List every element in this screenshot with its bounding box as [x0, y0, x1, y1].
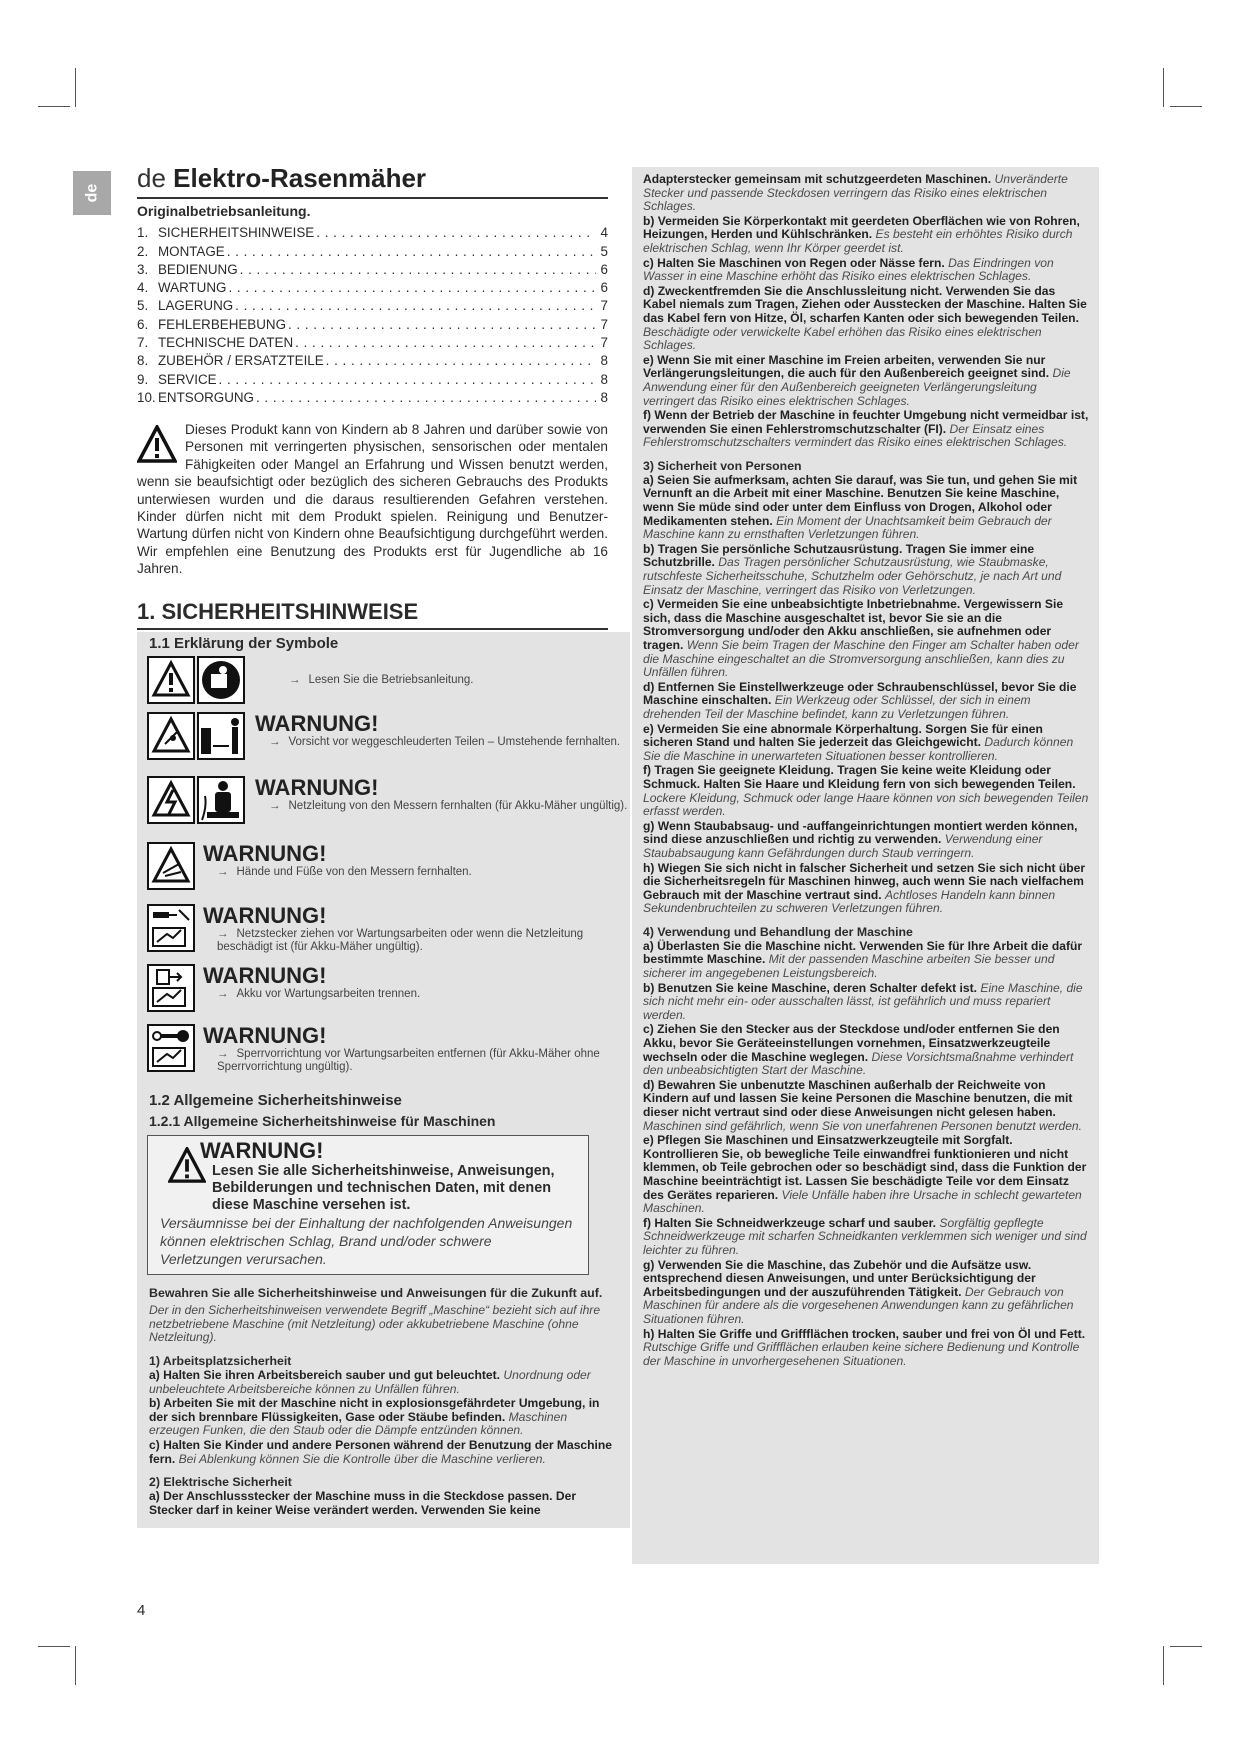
toc-number: 6.: [137, 316, 149, 332]
item-explanation: Es besteht ein erhöhtes Risiko durch elektrischen Schlag, wenn Ihr Körper geerdet ist.: [643, 227, 1073, 255]
toc-number: 2.: [137, 243, 149, 259]
safety-item: [643, 982, 1089, 1023]
toc-number: 9.: [137, 371, 149, 387]
toc-leader: [235, 298, 596, 313]
toc-label: MONTAGE: [158, 243, 225, 259]
item-rule: c) Halten Sie Maschinen von Regen oder Nässe fern.: [643, 255, 945, 270]
item-rule: a) Der Anschlussstecker der Maschine muss in die Steckdose passen. Der Stecker darf in keiner Weise verändert werden. Verwenden Sie keine: [149, 1489, 577, 1517]
toc-page: 8: [600, 371, 608, 387]
safety-item: [643, 543, 1089, 597]
toc-leader: [295, 335, 596, 350]
toc-label: ZUBEHÖR / ERSATZTEILE: [158, 353, 324, 369]
safety-item: [643, 681, 1089, 722]
safety-item: [643, 215, 1089, 256]
item-explanation: Unveränderte Stecker und passende Steckdosen verringern das Risiko eines elektrischen Schlages.: [643, 172, 1068, 214]
item-rule: c) Ziehen Sie den Stecker aus der Steckdose und/oder entfernen Sie den Akku, bevor Sie Geräteeinstellungen vornehmen, Einsatzwerkzeugteile wechseln oder die Maschine weglegen.: [643, 1022, 1060, 1064]
warning-label: WARNUNG!: [255, 774, 379, 800]
toc-leader: [288, 317, 596, 332]
safety-item: [149, 1439, 618, 1466]
toc-page: 7: [600, 298, 608, 314]
safety-item: [643, 1328, 1089, 1369]
item-explanation: Lockere Kleidung, Schmuck oder lange Haare können von sich bewegenden Teilen erfasst werden.: [643, 790, 1089, 819]
toc-label: FEHLERBEHEBUNG: [158, 316, 286, 332]
crop-mark: [38, 1646, 70, 1647]
arrow-icon: →: [217, 1047, 229, 1060]
toc-leader: [219, 372, 596, 387]
safety-item: [643, 285, 1089, 353]
item-explanation: Das Tragen persönlicher Schutzausrüstung, wie Staubmaske, rutschfeste Sicherheitsschuhe, Schutzhelm oder Gehörschutz, je nach Art und Einsatz der Maschine, verringert das Risiko von Verletzungen.: [643, 555, 1062, 597]
toc-number: 4.: [137, 280, 149, 296]
item-rule: g) Wenn Staubabsaug- und -auffangeinrichtungen montiert werden können, sind diese anzuschließen und richtig zu verwenden.: [643, 818, 1078, 847]
warning-label: WARNUNG!: [203, 902, 327, 928]
toc-entry: [137, 259, 608, 277]
warning-box: [147, 1135, 589, 1275]
subtitle: Originalbetriebsanleitung.: [137, 203, 311, 219]
toc-entry: [137, 295, 608, 313]
warning-triangle-icon: [168, 1147, 206, 1183]
item-rule: b) Vermeiden Sie Körperkontakt mit geerdeten Oberflächen wie von Rohren, Heizungen, Herden und Kühlschränken.: [643, 213, 1080, 242]
item-rule: h) Halten Sie Griffe und Griffflächen trocken, sauber und frei von Öl und Fett.: [643, 1326, 1086, 1341]
section-heading: 3) Sicherheit von Personen: [643, 458, 802, 473]
section-heading: 2) Elektrische Sicherheit: [149, 1475, 292, 1490]
item-explanation: Mit der passenden Maschine arbeiten Sie besser und sicherer im angegebenen Leistungsbereich.: [643, 952, 1055, 981]
item-rule: b) Benutzen Sie keine Maschine, deren Schalter defekt ist.: [643, 980, 978, 995]
toc-number: 10.: [137, 389, 156, 405]
safety-item: [643, 723, 1089, 764]
safety-item: [643, 862, 1089, 916]
crop-mark: [1170, 106, 1202, 107]
toc-page: 8: [600, 353, 608, 369]
safety-item: [643, 940, 1089, 981]
toc-entry: [137, 277, 608, 295]
item-explanation: Maschinen erzeugen Funken, die den Staub oder die Dämpfe entzünden können.: [149, 1409, 568, 1438]
arrow-icon: →: [217, 927, 229, 940]
toc-number: 5.: [137, 298, 149, 314]
toc-label: ENTSORGUNG: [158, 389, 254, 405]
safety-item: [643, 1217, 1089, 1258]
symbol-row: [137, 656, 630, 712]
subsection-heading: 1.1 Erklärung der Symbole: [149, 634, 339, 652]
toc-page: 4: [600, 225, 608, 241]
page-title: de Elektro-Rasenmäher: [137, 163, 608, 199]
toc-entry: [137, 313, 608, 331]
warning-text: Lesen Sie alle Sicherheitshinweise, Anweisungen, Bebilderungen und technischen Daten, mit denen diese Maschine versehen ist.: [212, 1162, 555, 1213]
item-rule: e) Pflegen Sie Maschinen und Einsatzwerkzeugteile mit Sorgfalt. Kontrollieren Sie, ob bewegliche Teile einwandfrei funktionieren und nicht klemmen, ob Teile gebrochen oder so beschädigt sind, dass die Funktion der Maschine beeinträchtigt ist. Lassen Sie beschädigte Teile vor dem Einsatz des Gerätes reparieren.: [643, 1133, 1087, 1202]
table-of-contents: [137, 222, 608, 405]
item-explanation: Sorgfältig gepflegte Schneidwerkzeuge mit scharfen Schneidkanten verklemmen sich weniger und sind leichter zu führen.: [643, 1215, 1087, 1257]
safety-item: [643, 173, 1089, 214]
arrow-icon: →: [269, 735, 281, 748]
item-rule: e) Vermeiden Sie eine abnormale Körperhaltung. Sorgen Sie für einen sicheren Stand und halten Sie jederzeit das Gleichgewicht.: [643, 721, 1043, 750]
item-rule: a) Überlasten Sie die Maschine nicht. Verwenden Sie für Ihre Arbeit die dafür bestimmte Maschine.: [643, 938, 1083, 967]
children-notice: Dieses Produkt kann von Kindern ab 8 Jahren und darüber sowie von Personen mit verringerten physischen, sensorischen oder mentalen Fähigkeiten oder Mangel an Erfahrung und Wissen benutzt werden, wenn sie beaufsichtigt oder bezüglich des sicheren Gebrauchs des Produkts unterwiesen wurden und die daraus resultierenden Gefahren verstehen. Kinder dürfen nicht mit dem Produkt spielen. Reinigung und Benutzer-Wartung dürfen nicht von Kindern ohne Beaufsichtigung durchgeführt werden. Wir empfehlen eine Benutzung des Produkts erst für Jugendliche ab 16 Jahren.: [137, 421, 608, 577]
toc-entry: [137, 368, 608, 386]
warning-label: WARNUNG!: [255, 710, 379, 736]
toc-label: SICHERHEITSHINWEISE: [158, 225, 315, 241]
item-explanation: Verwendung einer Staubabsaugung kann Gefährdungen durch Staub verringern.: [643, 832, 1043, 860]
item-rule: b) Tragen Sie persönliche Schutzausrüstung. Tragen Sie immer eine Schutzbrille.: [643, 541, 1035, 570]
item-explanation: Beschädigte oder verwickelte Kabel erhöhen das Risiko eines elektrischen Schlages.: [643, 324, 1042, 353]
toc-entry: [137, 332, 608, 350]
crop-mark: [1163, 68, 1164, 107]
toc-page: 7: [600, 316, 608, 332]
toc-label: WARTUNG: [158, 280, 227, 296]
item-explanation: Rutschige Griffe und Griffflächen erlauben keine sichere Bedienung und Kontrolle der Maschine in unvorhergesehenen Situationen.: [643, 1340, 1080, 1368]
safety-item: [643, 598, 1089, 680]
section-heading: 1) Arbeitsplatzsicherheit: [149, 1354, 292, 1368]
safety-item: [643, 820, 1089, 861]
item-explanation: Dadurch können Sie die Maschine in unerwarteten Situationen besser kontrollieren.: [643, 735, 1074, 763]
item-rule: b) Arbeiten Sie mit der Maschine nicht in explosionsgefährdeter Umgebung, in der sich brennbare Flüssigkeiten, Gase oder Stäube befinden.: [149, 1396, 600, 1424]
safety-item: [643, 354, 1089, 408]
keep-instructions: Bewahren Sie alle Sicherheitshinweise und Anweisungen für die Zukunft auf.: [149, 1285, 603, 1300]
item-rule: Adapterstecker gemeinsam mit schutzgeerdeten Maschinen.: [643, 172, 992, 186]
crop-mark: [38, 106, 70, 107]
symbol-text: → Vorsicht vor weggeschleuderten Teilen – Umstehende fernhalten.: [269, 735, 621, 748]
warning-label: WARNUNG!: [203, 1022, 327, 1048]
toc-label: TECHNISCHE DATEN: [158, 335, 294, 351]
toc-page: 5: [600, 243, 608, 259]
item-explanation: Die Anwendung einer für den Außenbereich geeigneten Verlängerungsleitung verringert das Risiko eines elektrischen Schlages.: [643, 366, 1071, 408]
item-explanation: Eine Maschine, die sich nicht mehr ein- oder ausschalten lässt, ist gefährlich und muss repariert werden.: [643, 980, 1083, 1022]
item-explanation: Ein Werkzeug oder Schlüssel, der sich in einem drehenden Teil der Maschine befindet, kann zu Verletzungen führen.: [643, 693, 1031, 721]
toc-entry: [137, 240, 608, 258]
safety-item: [149, 1369, 618, 1396]
safety-item: [643, 1259, 1089, 1327]
toc-leader: [227, 244, 596, 259]
item-rule: c) Vermeiden Sie eine unbeabsichtigte Inbetriebnahme. Vergewissern Sie sich, dass die Maschine ausgeschaltet ist, bevor Sie sie an die Stromversorgung und/oder den Akku anschließen, sie aufnehmen oder tragen.: [643, 597, 1064, 652]
crop-mark: [75, 1646, 76, 1685]
left-column: [137, 163, 628, 1528]
symbol-row: [137, 776, 630, 842]
toc-page: 6: [600, 280, 608, 296]
item-explanation: Der Einsatz eines Fehlerstromschutzschalters vermindert das Risiko eines elektrischen Schlages.: [643, 421, 1068, 450]
page-number: 4: [137, 1602, 146, 1619]
item-rule: f) Wenn der Betrieb der Maschine in feuchter Umgebung nicht vermeidbar ist, verwenden Sie einen Fehlerstromschutzschalter (FI).: [643, 408, 1089, 436]
item-rule: h) Wiegen Sie sich nicht in falscher Sicherheit und setzen Sie sich nicht über die Sicherheitsregeln für Maschinen hinweg, auch wenn Sie nach vielfachem Gebrauch mit der Maschine vertraut sind.: [643, 860, 1086, 902]
safety-item: [643, 474, 1089, 542]
toc-number: 8.: [137, 353, 149, 369]
item-explanation: Maschinen sind gefährlich, wenn Sie von unerfahrenen Personen benutzt werden.: [643, 1118, 1083, 1133]
hands-feet-blades-icon: [147, 842, 195, 890]
unplug-icon: [147, 904, 195, 952]
symbol-row: [137, 712, 630, 776]
language-tab: de: [73, 171, 111, 215]
item-explanation: Bei Ablenkung können Sie die Kontrolle über die Maschine verlieren.: [178, 1451, 546, 1466]
item-rule: g) Verwenden Sie die Maschine, das Zubehör und die Aufsätze usw. entsprechend diesen Anweisungen, und unter Berücksichtigung der Arbeitsbedingungen und der auszuführenden Tätigkeit.: [643, 1257, 1036, 1299]
warning-triangle-icon: [137, 425, 177, 463]
safety-item: [149, 1490, 618, 1517]
toc-leader: [326, 353, 596, 368]
toc-page: 8: [600, 389, 608, 405]
read-manual-icon: [147, 656, 247, 704]
toc-entry: [137, 222, 608, 240]
crop-mark: [1163, 1646, 1164, 1685]
item-rule: a) Halten Sie ihren Arbeitsbereich sauber und gut beleuchtet.: [149, 1368, 501, 1382]
warning-title: WARNUNG!: [200, 1137, 324, 1163]
warning-note: Versäumnisse bei der Einhaltung der nachfolgenden Anweisungen können elektrischen Schlag, Brand und/oder schwere Verletzungen verursachen.: [160, 1214, 573, 1267]
symbol-row: [137, 904, 630, 964]
toc-entry: [137, 350, 608, 368]
symbol-text: → Sperrvorrichtung vor Wartungsarbeiten entfernen (für Akku-Mäher ohne Sperrvorrichtung ungültig).: [217, 1047, 600, 1073]
remove-battery-icon: [147, 964, 195, 1012]
safety-item: [149, 1397, 618, 1438]
toc-label: BEDIENUNG: [158, 261, 238, 277]
safety-item: [643, 257, 1089, 284]
safety-item: [643, 1134, 1089, 1216]
item-explanation: Wenn Sie beim Tragen der Maschine den Finger am Schalter haben oder die Maschine eingeschaltet an die Stromversorgung anschließen, kann dies zu Unfällen führen.: [643, 638, 1079, 680]
safety-item: [643, 1023, 1089, 1077]
toc-page: 6: [600, 261, 608, 277]
arrow-icon: →: [289, 673, 301, 686]
safety-item: [643, 1079, 1089, 1133]
arrow-icon: →: [217, 865, 229, 878]
general-safety-section: [137, 1279, 630, 1529]
arrow-icon: →: [269, 799, 281, 812]
item-explanation: Der Gebrauch von Maschinen für andere als die vorgesehenen Anwendungen kann zu gefährlichen Situationen führen.: [643, 1284, 1074, 1326]
symbol-row: [137, 1024, 630, 1086]
toc-leader: [256, 390, 596, 405]
symbol-text: → Netzleitung von den Messern fernhalten (für Akku-Mäher ungültig).: [269, 799, 628, 812]
item-explanation: Ein Moment der Unachtsamkeit beim Gebrauch der Maschine kann zu ernsthaften Verletzungen führen.: [643, 513, 1052, 542]
electric-cable-icon: [147, 776, 247, 824]
symbols-section: [137, 632, 630, 1279]
symbol-text: → Netzstecker ziehen vor Wartungsarbeiten oder wenn die Netzleitung beschädigt ist (für Akku-Mäher ungültig).: [217, 927, 584, 953]
keep-note: Der in den Sicherheitshinweisen verwendete Begriff „Maschine“ bezieht sich auf ihre netzbetriebene Maschine (mit Netzleitung) oder akkubetriebene Maschine (ohne Netzleitung).: [149, 1303, 601, 1345]
arrow-icon: →: [217, 987, 229, 1000]
toc-page: 7: [600, 335, 608, 351]
item-rule: d) Zweckentfremden Sie die Anschlussleitung nicht. Verwenden Sie das Kabel niemals zum Tragen, Ziehen oder Ausstecken der Maschine. Halten Sie das Kabel fern von Hitze, Öl, scharfen Kanten oder sich bewegenden Teilen.: [643, 283, 1087, 325]
item-explanation: Diese Vorsichtsmaßnahme verhindert den unbeabsichtigten Start der Maschine.: [643, 1049, 1074, 1078]
warning-label: WARNUNG!: [203, 962, 327, 988]
toc-entry: [137, 387, 608, 405]
item-rule: d) Entfernen Sie Einstellwerkzeuge oder Schraubenschlüssel, bevor Sie die Maschine einschalten.: [643, 679, 1077, 708]
warning-label: WARNUNG!: [203, 840, 327, 866]
item-rule: e) Wenn Sie mit einer Maschine im Freien arbeiten, verwenden Sie nur Verlängerungsleitungen, die auch für den Außenbereich geeignet sind.: [643, 352, 1050, 381]
toc-label: LAGERUNG: [158, 298, 234, 314]
subsection-heading: 1.2.1 Allgemeine Sicherheitshinweise für Maschinen: [149, 1112, 496, 1129]
item-explanation: Viele Unfälle haben ihre Ursache in schlecht gewarteten Maschinen.: [643, 1187, 1082, 1216]
symbol-text: → Hände und Füße von den Messern fernhalten.: [217, 865, 472, 878]
item-rule: d) Bewahren Sie unbenutzte Maschinen außerhalb der Reichweite von Kindern auf und lassen Sie keine Personen die Maschine benutzen, die mit dieser nicht vertraut sind oder diese Anweisungen nicht gelesen haben.: [643, 1077, 1073, 1119]
item-rule: c) Halten Sie Kinder und andere Personen während der Benutzung der Maschine fern.: [149, 1437, 613, 1466]
item-explanation: Achtloses Handeln kann binnen Sekundenbruchteilen zu schweren Verletzungen führen.: [643, 887, 1056, 916]
crop-mark: [1170, 1646, 1202, 1647]
symbol-row: [137, 964, 630, 1024]
symbol-text: → Akku vor Wartungsarbeiten trennen.: [217, 987, 421, 1000]
toc-leader: [240, 262, 596, 277]
item-rule: f) Tragen Sie geeignete Kleidung. Tragen Sie keine weite Kleidung oder Schmuck. Halten Sie Haare und Kleidung fern von sich bewegenden Teilen.: [643, 763, 1076, 791]
section-heading: 4) Verwendung und Behandlung der Maschine: [643, 924, 913, 939]
section-heading: 1. SICHERHEITSHINWEISE: [137, 599, 608, 630]
item-explanation: Das Eindringen von Wasser in eine Maschine erhöht das Risiko eines elektrischen Schlages.: [643, 255, 1054, 284]
safety-key-icon: [147, 1024, 195, 1072]
toc-number: 7.: [137, 335, 149, 351]
item-explanation: Unordnung oder unbeleuchtete Arbeitsbereiche können zu Unfällen führen.: [149, 1368, 591, 1396]
toc-number: 1.: [137, 225, 149, 241]
toc-leader: [228, 280, 596, 295]
crop-mark: [75, 68, 76, 107]
safety-item: [643, 409, 1089, 450]
toc-number: 3.: [137, 261, 149, 277]
right-column: [632, 167, 1099, 1564]
item-rule: f) Halten Sie Schneidwerkzeuge scharf und sauber.: [643, 1215, 937, 1230]
safety-item: [643, 764, 1089, 818]
toc-leader: [316, 225, 596, 240]
symbol-row: [137, 842, 630, 904]
subsection-heading: 1.2 Allgemeine Sicherheitshinweise: [149, 1091, 402, 1109]
thrown-objects-icon: [147, 712, 247, 760]
toc-label: SERVICE: [158, 371, 217, 387]
symbol-text: → Lesen Sie die Betriebsanleitung.: [289, 673, 474, 686]
item-rule: a) Seien Sie aufmerksam, achten Sie darauf, was Sie tun, und gehen Sie mit Vernunft an die Arbeit mit einer Maschine. Benutzen Sie keine Maschine, wenn Sie müde sind oder unter dem Einfluss von Drogen, Alkohol oder Medikamenten stehen.: [643, 472, 1078, 528]
